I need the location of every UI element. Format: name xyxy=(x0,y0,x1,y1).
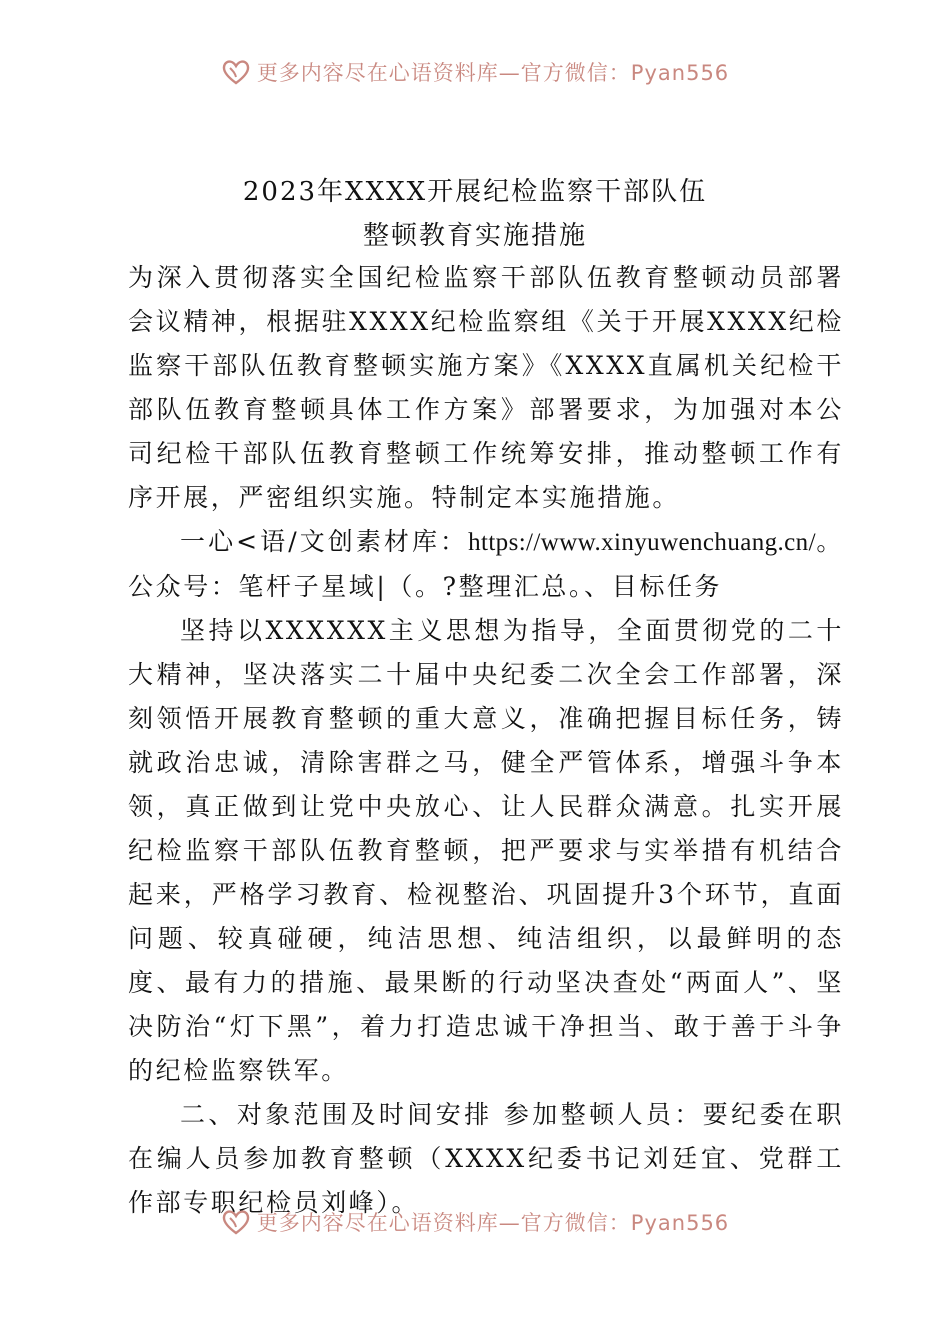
source-suffix: 。公众号：笔杆子星域|（。?整理汇总。、目标任务 xyxy=(128,527,844,601)
source-url: https://www.xinyuwenchuang.cn/ xyxy=(468,529,816,556)
paragraph-objectives: 坚持以XXXXXX主义思想为指导，全面贯彻党的二十大精神，坚决落实二十届中央纪委二次全会工作部署，深刻领悟开展教育整顿的重大意义，准确把握目标任务，铸就政治忠诚，清除害群之马，健全严管体系，增强斗争本领，真正做到让党中央放心、让人民群众满意。扎实开展纪检监察干部队伍教育整顿，把严要求与实举措有机结合起来，严格学习教育、检视整治、巩固提升3个环节，直面问题、较真碰硬，纯洁思想、纯洁组织，以最鲜明的态度、最有力的措施、最果断的行动坚决查处“两面人”、坚决防治“灯下黑”，着力打造忠诚干净担当、敢于善于斗争的纪检监察铁军。 xyxy=(128,616,844,1085)
watermark-text: 更多内容尽在心语资料库—官方微信：Pyan556 xyxy=(256,1211,730,1235)
document-body xyxy=(128,256,844,1225)
paragraph-source-note xyxy=(128,520,844,609)
source-prefix: 一心<语/文创素材库： xyxy=(180,527,469,556)
watermark-text: 更多内容尽在心语资料库—官方微信：Pyan556 xyxy=(256,61,730,85)
title-line-1: 2023年XXXX开展纪检监察干部队伍 xyxy=(242,177,708,207)
heart-logo-icon xyxy=(221,1209,251,1235)
paragraph-scope: 二、对象范围及时间安排 参加整顿人员：要纪委在职在编人员参加教育整顿（XXXX纪委书记刘廷宜、党群工作部专职纪检员刘峰）。 xyxy=(128,1100,844,1217)
paragraph-intro: 为深入贯彻落实全国纪检监察干部队伍教育整顿动员部署会议精神，根据驻XXXX纪检监察组《关于开展XXXX纪检监察干部队伍教育整顿实施方案》《XXXX直属机关纪检干部队伍教育整顿具体工作方案》部署要求，为加强对本公司纪检干部队伍教育整顿工作统筹安排，推动整顿工作有序开展，严密组织实施。特制定本实施措施。 xyxy=(128,263,844,512)
title-line-2: 整顿教育实施措施 xyxy=(362,221,587,251)
footer-watermark xyxy=(0,1202,950,1242)
header-watermark xyxy=(0,52,950,92)
document-title xyxy=(0,170,950,258)
heart-logo-icon xyxy=(221,59,251,85)
